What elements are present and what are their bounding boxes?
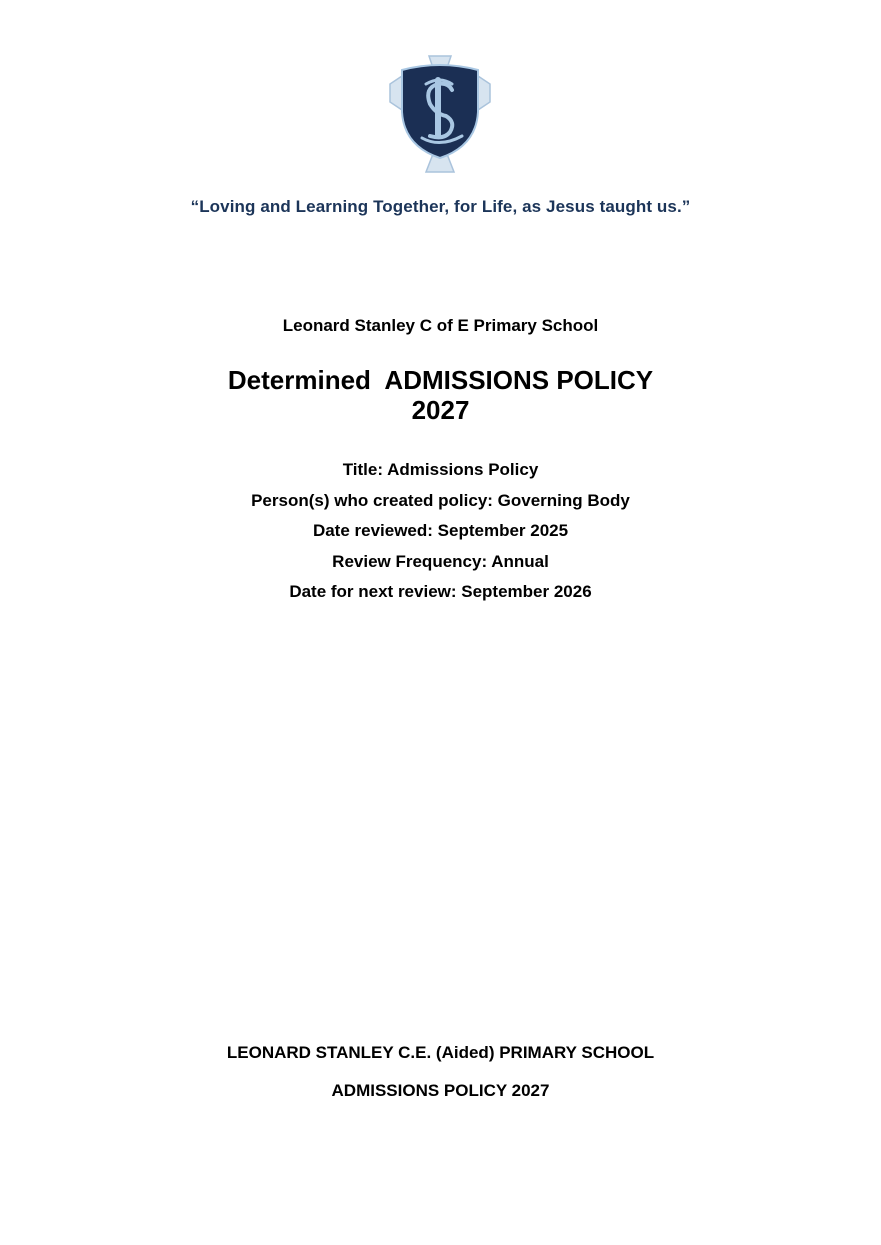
policy-title-line: Title: Admissions Policy bbox=[342, 460, 539, 479]
footer-school-name: LEONARD STANLEY C.E. (Aided) PRIMARY SCHOOL bbox=[226, 1043, 655, 1062]
school-name-heading: Leonard Stanley C of E Primary School bbox=[282, 316, 599, 335]
policy-date-reviewed-line: Date reviewed: September 2025 bbox=[312, 521, 569, 540]
policy-review-frequency-line: Review Frequency: Annual bbox=[332, 551, 549, 571]
school-crest-logo bbox=[386, 54, 494, 174]
document-title-line2: 2027 bbox=[411, 395, 470, 425]
policy-next-review-line: Date for next review: September 2026 bbox=[289, 582, 592, 601]
footer-policy-title: ADMISSIONS POLICY 2027 bbox=[331, 1081, 550, 1100]
policy-details bbox=[0, 455, 881, 608]
document-title-line1: Determined ADMISSIONS POLICY bbox=[227, 365, 654, 395]
school-motto: “Loving and Learning Together, for Life, as Jesus taught us.” bbox=[190, 197, 691, 216]
policy-creator-line: Person(s) who created policy: Governing Body bbox=[251, 490, 630, 510]
document-title bbox=[0, 365, 881, 425]
